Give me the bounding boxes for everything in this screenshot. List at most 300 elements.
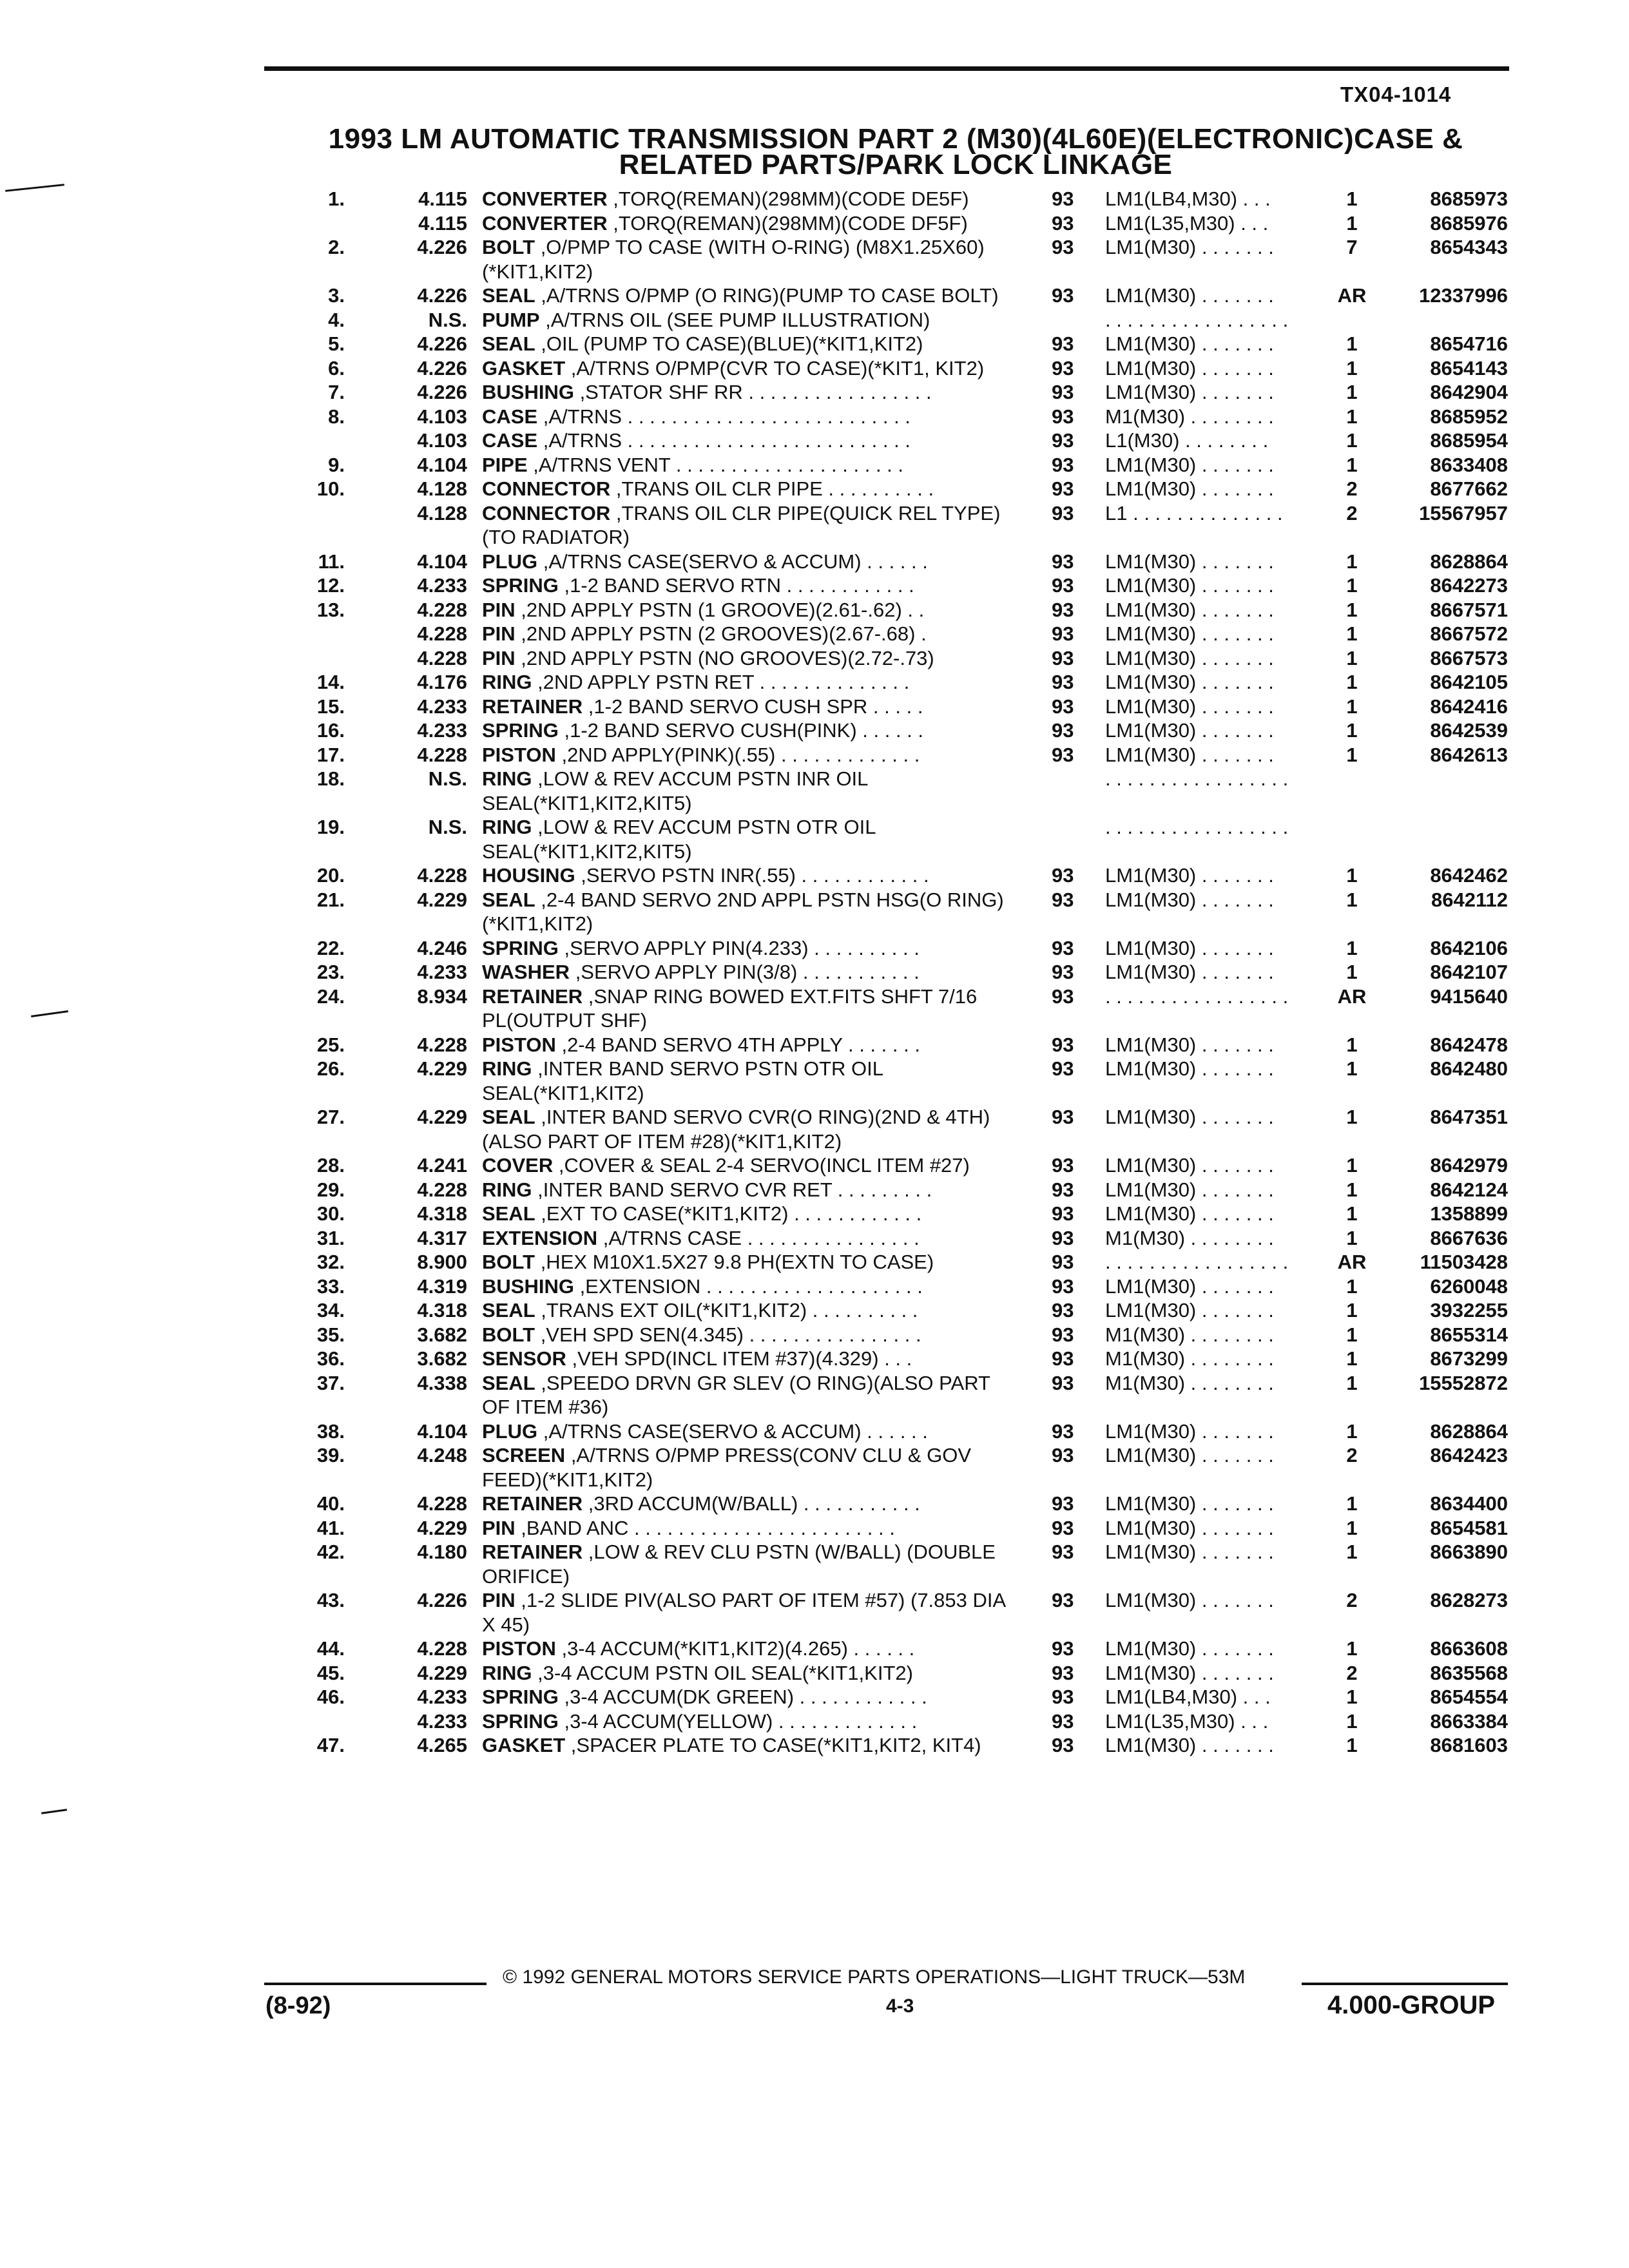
part-number: 15552872: [1419, 1371, 1508, 1394]
part-number: 8663608: [1430, 1637, 1508, 1660]
item-number: 17.: [316, 743, 345, 766]
title-line-1: 1993 LM AUTOMATIC TRANSMISSION PART 2 (M30)(4L60E)(ELECTRONIC)CASE &: [328, 123, 1463, 155]
scan-margin-mark: [41, 1809, 67, 1814]
part-description: [482, 743, 1010, 767]
part-name: SCREEN: [482, 1444, 566, 1466]
part-name: RING: [482, 671, 532, 693]
item-number: 23.: [316, 961, 345, 983]
part-number: 11503428: [1420, 1251, 1508, 1273]
group-number: 4.229: [417, 1106, 467, 1128]
group-number: 4.265: [417, 1734, 467, 1756]
group-number: 4.128: [417, 501, 467, 524]
quantity: 1: [1346, 1106, 1358, 1128]
model-year: 93: [1052, 1323, 1074, 1346]
part-name: PLUG: [482, 550, 538, 573]
group-number: 4.115: [418, 187, 467, 210]
part-description: [482, 550, 1010, 574]
part-name: BOLT: [482, 1251, 535, 1273]
model-year: 93: [1052, 1057, 1074, 1080]
quantity: 1: [1346, 961, 1358, 983]
part-number: 8642979: [1430, 1154, 1508, 1177]
part-row: [0, 1588, 1629, 1637]
model-year: 93: [1052, 622, 1074, 645]
item-number: 29.: [316, 1178, 345, 1201]
part-name: SPRING: [482, 1709, 559, 1733]
application: LM1(M30) . . . . . . .: [1105, 1589, 1274, 1611]
group-number: 4.229: [417, 1516, 467, 1539]
part-name: PUMP: [482, 308, 540, 331]
part-name: BOLT: [482, 236, 535, 258]
part-detail: ,EXT TO CASE(*KIT1,KIT2) . . . . . . . . . . . .: [535, 1202, 922, 1225]
application: LM1(L35,M30) . . .: [1105, 211, 1269, 235]
part-number: 12337996: [1419, 284, 1508, 307]
part-row: [0, 1637, 1629, 1661]
part-name: CONVERTER: [482, 187, 608, 210]
copyright-notice: © 1992 GENERAL MOTORS SERVICE PARTS OPERATIONS—LIGHT TRUCK—53M: [503, 1966, 1246, 1988]
part-detail: ,INTER BAND SERVO PSTN OTR OIL SEAL(*KIT1,KIT2): [482, 1057, 883, 1104]
model-year: 93: [1052, 1274, 1074, 1298]
part-detail: ,SNAP RING BOWED EXT.FITS SHFT 7/16 PL(OUTPUT SHF): [482, 985, 978, 1032]
item-number: 40.: [316, 1492, 345, 1515]
part-detail: ,A/TRNS CASE(SERVO & ACCUM) . . . . . .: [537, 550, 928, 573]
quantity: 1: [1346, 332, 1358, 355]
part-number: 8663890: [1430, 1541, 1508, 1563]
application: LM1(M30) . . . . . . .: [1105, 1492, 1274, 1515]
part-number: 8628864: [1430, 1419, 1508, 1443]
part-detail: ,TRANS EXT OIL(*KIT1,KIT2) . . . . . . . . . .: [535, 1299, 918, 1321]
model-year: 93: [1052, 187, 1074, 210]
part-number: 8667571: [1430, 598, 1508, 621]
group-number: 4.246: [417, 936, 467, 959]
part-detail: ,2ND APPLY PSTN (NO GROOVES)(2.72-.73): [515, 646, 934, 669]
quantity: 1: [1346, 1686, 1358, 1708]
part-name: RETAINER: [482, 1541, 583, 1563]
group-label: 4.000-GROUP: [1327, 1991, 1496, 2019]
part-number: 8642904: [1430, 381, 1508, 403]
part-description: [482, 453, 1010, 477]
group-number: 4.104: [417, 1419, 467, 1443]
part-description: [482, 573, 1010, 598]
part-number: 6260048: [1430, 1274, 1508, 1298]
model-year: 93: [1052, 1347, 1074, 1370]
part-number: 8642124: [1430, 1178, 1508, 1201]
part-name: RETAINER: [482, 985, 583, 1008]
part-name: SPRING: [482, 936, 559, 959]
item-number: 4.: [328, 308, 345, 331]
application: . . . . . . . . . . . . . . . . .: [1105, 308, 1289, 331]
part-row: [0, 1298, 1629, 1323]
quantity: 2: [1346, 1589, 1358, 1611]
part-description: [482, 1033, 1010, 1057]
item-number: 3.: [328, 284, 345, 307]
model-year: 93: [1052, 550, 1074, 573]
item-number: 22.: [316, 936, 345, 959]
item-number: 7.: [328, 381, 345, 403]
part-detail: ,TRANS OIL CLR PIPE . . . . . . . . . .: [610, 477, 934, 500]
item-number: 46.: [316, 1686, 345, 1708]
part-name: PIPE: [482, 453, 528, 476]
part-detail: ,2ND APPLY PSTN (1 GROOVE)(2.61-.62) . .: [515, 598, 925, 621]
part-detail: ,EXTENSION . . . . . . . . . . . . . . . . . . . .: [574, 1274, 923, 1298]
part-row: [0, 1347, 1629, 1371]
application: LM1(M30) . . . . . . .: [1105, 864, 1274, 887]
part-description: [482, 1419, 1010, 1444]
part-name: HOUSING: [482, 864, 575, 887]
part-description: [482, 767, 1010, 815]
model-year: 93: [1052, 864, 1074, 887]
part-name: COVER: [482, 1154, 554, 1177]
part-row: [0, 815, 1629, 863]
part-description: [482, 1153, 1010, 1178]
item-number: 31.: [316, 1226, 345, 1249]
part-detail: ,LOW & REV ACCUM PSTN OTR OIL SEAL(*KIT1,KIT2,KIT5): [482, 816, 876, 863]
quantity: 1: [1346, 1709, 1358, 1733]
application: LM1(M30) . . . . . . .: [1105, 622, 1274, 645]
part-name: CONNECTOR: [482, 501, 611, 524]
model-year: 93: [1052, 1371, 1074, 1394]
item-number: 33.: [316, 1274, 345, 1298]
model-year: 93: [1052, 1541, 1074, 1563]
group-number: N.S.: [428, 308, 467, 331]
model-year: 93: [1052, 743, 1074, 766]
application: LM1(M30) . . . . . . .: [1105, 671, 1274, 693]
part-number: 8677662: [1430, 477, 1508, 500]
part-number: 8685954: [1430, 429, 1508, 452]
part-name: RING: [482, 1661, 532, 1684]
group-number: 4.233: [417, 961, 467, 983]
part-row: [0, 598, 1629, 622]
model-year: 93: [1052, 1251, 1074, 1273]
part-description: [482, 1371, 1010, 1419]
group-number: 4.228: [417, 1178, 467, 1201]
application: LM1(M30) . . . . . . .: [1105, 1202, 1274, 1225]
part-number: 8642613: [1430, 743, 1508, 766]
application: LM1(M30) . . . . . . .: [1105, 356, 1274, 380]
quantity: 2: [1346, 477, 1358, 500]
model-year: 93: [1052, 985, 1074, 1008]
part-description: [482, 1250, 1010, 1274]
part-name: RETAINER: [482, 1492, 583, 1515]
item-number: 18.: [316, 767, 345, 790]
part-detail: ,1-2 BAND SERVO CUSH SPR . . . . .: [583, 695, 923, 718]
part-name: PIN: [482, 598, 516, 621]
group-number: 4.317: [417, 1226, 467, 1249]
part-detail: ,A/TRNS . . . . . . . . . . . . . . . . . . . . . . . . . .: [537, 405, 911, 428]
group-number: 4.233: [417, 719, 467, 742]
model-year: 93: [1052, 356, 1074, 380]
part-row: [0, 1709, 1629, 1734]
quantity: 1: [1346, 1516, 1358, 1539]
item-number: 39.: [316, 1444, 345, 1466]
top-rule: [264, 66, 1509, 71]
group-number: 4.104: [417, 550, 467, 573]
application: . . . . . . . . . . . . . . . . .: [1105, 767, 1289, 790]
part-name: CASE: [482, 405, 538, 428]
model-year: 93: [1052, 1734, 1074, 1756]
model-year: 93: [1052, 477, 1074, 500]
application: LM1(M30) . . . . . . .: [1105, 236, 1274, 258]
group-number: 4.318: [417, 1202, 467, 1225]
group-number: 4.338: [417, 1371, 467, 1394]
application: LM1(M30) . . . . . . .: [1105, 719, 1274, 742]
application: LM1(M30) . . . . . . .: [1105, 1661, 1274, 1684]
title-line-2: RELATED PARTS/PARK LOCK LINKAGE: [619, 149, 1173, 180]
model-year: 93: [1052, 1226, 1074, 1249]
part-name: SENSOR: [482, 1347, 566, 1370]
part-number: 8654343: [1430, 236, 1508, 258]
group-number: 4.226: [417, 236, 467, 258]
part-detail: ,BAND ANC . . . . . . . . . . . . . . . . . . . . . . . .: [515, 1516, 895, 1539]
part-number: 8642273: [1430, 574, 1508, 597]
part-description: [482, 1540, 1010, 1588]
application: LM1(M30) . . . . . . .: [1105, 1274, 1274, 1298]
part-detail: ,TRANS OIL CLR PIPE(QUICK REL TYPE)(TO RADIATOR): [482, 501, 1001, 548]
item-number: 2.: [328, 236, 345, 258]
item-number: 41.: [316, 1516, 345, 1539]
model-year: 93: [1052, 1154, 1074, 1177]
part-description: [482, 1347, 1010, 1371]
part-description: [482, 695, 1010, 719]
part-description: [482, 1733, 1010, 1758]
model-year: 93: [1052, 574, 1074, 597]
item-number: 12.: [316, 574, 345, 597]
part-row: [0, 863, 1629, 888]
application: M1(M30) . . . . . . . .: [1105, 1323, 1274, 1346]
group-number: 3.682: [417, 1347, 467, 1370]
group-number: 4.228: [417, 864, 467, 887]
group-number: 4.229: [417, 888, 467, 911]
part-row: [0, 767, 1629, 815]
part-description: [482, 308, 1010, 332]
quantity: 1: [1346, 550, 1358, 573]
part-number: 8642462: [1430, 864, 1508, 887]
application: LM1(M30) . . . . . . .: [1105, 1516, 1274, 1539]
quantity: AR: [1337, 985, 1367, 1008]
item-number: 30.: [316, 1202, 345, 1225]
quantity: 1: [1346, 695, 1358, 718]
part-description: [482, 718, 1010, 743]
item-number: 24.: [316, 985, 345, 1008]
quantity: 1: [1346, 1033, 1358, 1056]
part-number: 8673299: [1430, 1347, 1508, 1370]
application: LM1(M30) . . . . . . .: [1105, 888, 1274, 911]
part-description: [482, 1709, 1010, 1734]
application: LM1(LB4,M30) . . .: [1105, 1686, 1271, 1708]
footer-rule-right: [1302, 1983, 1508, 1985]
item-number: 45.: [316, 1661, 345, 1684]
part-detail: ,2ND APPLY(PINK)(.55) . . . . . . . . . . . . .: [555, 743, 920, 766]
model-year: 93: [1052, 405, 1074, 428]
group-number: 4.104: [417, 453, 467, 476]
part-description: [482, 1178, 1010, 1202]
group-number: 4.176: [417, 671, 467, 693]
group-number: 4.248: [417, 1444, 467, 1466]
part-description: [482, 1105, 1010, 1153]
model-year: 93: [1052, 429, 1074, 452]
model-year: 93: [1052, 888, 1074, 911]
part-description: [482, 1202, 1010, 1226]
part-number: 8655314: [1430, 1323, 1508, 1346]
part-detail: ,2ND APPLY PSTN RET . . . . . . . . . . . . . .: [532, 671, 910, 693]
part-description: [482, 598, 1010, 622]
part-row: [0, 1105, 1629, 1153]
part-number: 8642107: [1430, 961, 1508, 983]
item-number: 37.: [316, 1371, 345, 1394]
part-name: BOLT: [482, 1323, 535, 1346]
part-number: 8667636: [1430, 1226, 1508, 1249]
part-description: [482, 1057, 1010, 1105]
part-description: [482, 646, 1010, 671]
item-number: 1.: [328, 187, 345, 210]
model-year: 93: [1052, 1178, 1074, 1201]
document-code: TX04-1014: [1340, 82, 1452, 106]
application: LM1(M30) . . . . . . .: [1105, 332, 1274, 355]
quantity: 1: [1346, 1178, 1358, 1201]
part-name: BUSHING: [482, 381, 574, 403]
quantity: AR: [1337, 1251, 1367, 1273]
part-name: SEAL: [482, 332, 535, 355]
part-description: [482, 985, 1010, 1033]
date-code: (8-92): [265, 1992, 331, 2019]
part-name: PISTON: [482, 1637, 556, 1660]
application: L1(M30) . . . . . . . .: [1105, 429, 1269, 452]
item-number: 42.: [316, 1541, 345, 1563]
quantity: 1: [1346, 622, 1358, 645]
item-number: 20.: [316, 864, 345, 887]
item-number: 11.: [318, 550, 345, 573]
application: LM1(M30) . . . . . . .: [1105, 1299, 1274, 1321]
application: LM1(M30) . . . . . . .: [1105, 1033, 1274, 1056]
item-number: 8.: [328, 405, 345, 428]
part-row: [0, 380, 1629, 405]
part-description: [482, 815, 1010, 863]
part-name: GASKET: [482, 1734, 566, 1756]
part-name: SEAL: [482, 1106, 535, 1128]
application: LM1(M30) . . . . . . .: [1105, 284, 1274, 307]
part-detail: ,LOW & REV CLU PSTN (W/BALL) (DOUBLE ORIFICE): [482, 1541, 996, 1588]
part-row: [0, 1540, 1629, 1588]
quantity: 1: [1346, 1371, 1358, 1394]
part-name: PIN: [482, 1516, 516, 1539]
group-number: 4.103: [417, 429, 467, 452]
quantity: 1: [1346, 1419, 1358, 1443]
part-number: 3932255: [1430, 1299, 1508, 1321]
application: LM1(M30) . . . . . . .: [1105, 961, 1274, 983]
model-year: 93: [1052, 1686, 1074, 1708]
part-description: [482, 1443, 1010, 1492]
part-detail: ,TORQ(REMAN)(298MM)(CODE DF5F): [607, 211, 968, 235]
part-row: [0, 1153, 1629, 1178]
part-number: 8642423: [1430, 1444, 1508, 1466]
group-number: 4.228: [417, 1492, 467, 1515]
quantity: 1: [1346, 1347, 1358, 1370]
quantity: 1: [1346, 1323, 1358, 1346]
part-detail: ,OIL (PUMP TO CASE)(BLUE)(*KIT1,KIT2): [535, 332, 923, 355]
part-description: [482, 863, 1010, 888]
part-description: [482, 670, 1010, 695]
item-number: 32.: [316, 1251, 345, 1273]
model-year: 93: [1052, 332, 1074, 355]
quantity: 1: [1346, 671, 1358, 693]
part-name: PIN: [482, 622, 516, 645]
group-number: 4.228: [417, 1637, 467, 1660]
part-description: [482, 428, 1010, 453]
item-number: 16.: [316, 719, 345, 742]
model-year: 93: [1052, 1637, 1074, 1660]
group-number: 4.228: [417, 622, 467, 645]
group-number: 4.226: [417, 284, 467, 307]
quantity: 1: [1346, 1299, 1358, 1321]
part-row: [0, 622, 1629, 646]
quantity: 1: [1346, 381, 1358, 403]
part-description: [482, 622, 1010, 646]
part-row: [0, 888, 1629, 936]
quantity: 1: [1346, 429, 1358, 452]
part-row: [0, 235, 1629, 284]
group-number: 4.319: [417, 1274, 467, 1298]
page-number: 4-3: [886, 1995, 914, 2017]
part-row: [0, 1226, 1629, 1251]
application: LM1(M30) . . . . . . .: [1105, 381, 1274, 403]
part-name: SEAL: [482, 1202, 535, 1225]
part-description: [482, 235, 1010, 284]
part-detail: ,HEX M10X1.5X27 9.8 PH(EXTN TO CASE): [535, 1251, 934, 1273]
part-row: [0, 1274, 1629, 1299]
quantity: 1: [1346, 743, 1358, 766]
application: LM1(M30) . . . . . . .: [1105, 550, 1274, 573]
quantity: 2: [1346, 1661, 1358, 1684]
group-number: 4.233: [417, 1709, 467, 1733]
group-number: 4.229: [417, 1661, 467, 1684]
application: LM1(M30) . . . . . . .: [1105, 453, 1274, 476]
application: LM1(M30) . . . . . . .: [1105, 743, 1274, 766]
model-year: 93: [1052, 1661, 1074, 1684]
part-detail: ,STATOR SHF RR . . . . . . . . . . . . . . . . .: [574, 381, 932, 403]
part-number: 8654581: [1430, 1516, 1508, 1539]
part-row: [0, 1492, 1629, 1516]
model-year: 93: [1052, 236, 1074, 258]
application: LM1(L35,M30) . . .: [1105, 1709, 1269, 1733]
part-name: RETAINER: [482, 695, 583, 718]
application: LM1(M30) . . . . . . .: [1105, 1106, 1274, 1128]
item-number: 13.: [316, 598, 345, 621]
part-number: 8685976: [1430, 211, 1508, 235]
part-row: [0, 1371, 1629, 1419]
page-title: [284, 123, 1508, 180]
part-description: [482, 1274, 1010, 1299]
model-year: 93: [1052, 598, 1074, 621]
part-description: [482, 960, 1010, 985]
quantity: 1: [1346, 574, 1358, 597]
part-name: SEAL: [482, 888, 535, 911]
part-name: RING: [482, 1057, 532, 1080]
quantity: 1: [1346, 936, 1358, 959]
model-year: 93: [1052, 453, 1074, 476]
part-row: [0, 1202, 1629, 1226]
application: . . . . . . . . . . . . . . . . .: [1105, 1251, 1289, 1273]
part-detail: ,1-2 BAND SERVO CUSH(PINK) . . . . . .: [558, 719, 924, 742]
part-number: 8667573: [1430, 646, 1508, 669]
part-row: [0, 501, 1629, 550]
part-description: [482, 380, 1010, 405]
part-description: [482, 1492, 1010, 1516]
part-description: [482, 1298, 1010, 1323]
part-row: [0, 405, 1629, 429]
part-row: [0, 695, 1629, 719]
application: M1(M30) . . . . . . . .: [1105, 1226, 1274, 1249]
part-detail: ,SERVO APPLY PIN(3/8) . . . . . . . . . . .: [570, 961, 920, 983]
item-number: 47.: [316, 1734, 345, 1756]
